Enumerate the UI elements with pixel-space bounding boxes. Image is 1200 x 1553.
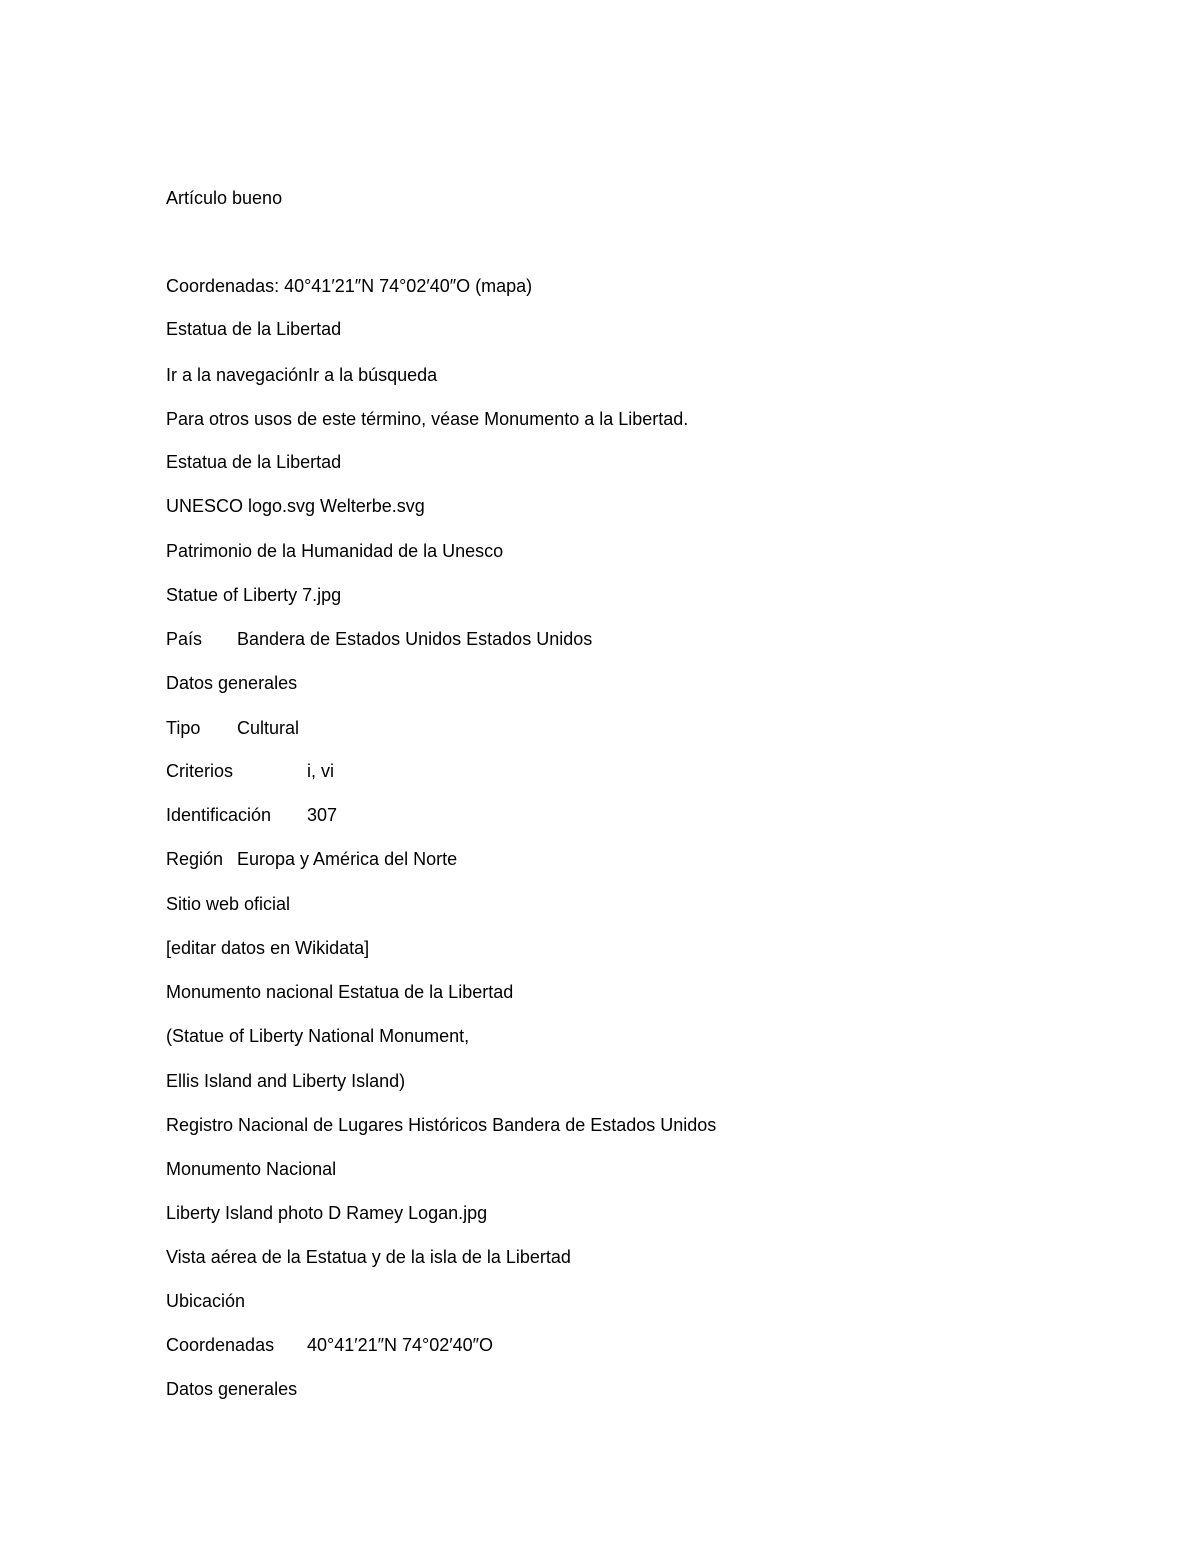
infobox-title: Estatua de la Libertad	[166, 452, 342, 472]
criteria-label: Criterios	[166, 761, 234, 781]
logo-files: UNESCO logo.svg Welterbe.svg	[166, 496, 425, 516]
region-row	[166, 847, 457, 871]
country-label: País	[166, 629, 203, 649]
aerial-caption: Vista aérea de la Estatua y de la isla de la Libertad	[166, 1247, 571, 1267]
historic-register: Registro Nacional de Lugares Históricos Bandera de Estados Unidos	[166, 1115, 717, 1135]
disambiguation-note: Para otros usos de este término, véase Monumento a la Libertad.	[166, 409, 689, 429]
good-article-badge: Artículo bueno	[166, 188, 283, 208]
type-label: Tipo	[166, 718, 201, 738]
official-website-link[interactable]: Sitio web oficial	[166, 894, 291, 914]
national-monument: Monumento Nacional	[166, 1159, 337, 1179]
criteria-value: i, vi	[307, 761, 334, 781]
type-value: Cultural	[237, 718, 300, 738]
identification-row	[166, 803, 337, 827]
heritage-label: Patrimonio de la Humanidad de la Unesco	[166, 541, 504, 561]
page-title: Estatua de la Libertad	[166, 319, 342, 339]
type-row	[166, 716, 299, 740]
identification-label: Identificación	[166, 805, 272, 825]
coordinates-line: Coordenadas: 40°41′21″N 74°02′40″O (mapa)	[166, 276, 533, 296]
aerial-image-file: Liberty Island photo D Ramey Logan.jpg	[166, 1203, 488, 1223]
coordinates-row	[166, 1333, 493, 1357]
country-value: Bandera de Estados Unidos Estados Unidos	[237, 629, 593, 649]
general-data-heading-2: Datos generales	[166, 1379, 298, 1399]
coordinates-label: Coordenadas	[166, 1335, 275, 1355]
identification-value: 307	[307, 805, 338, 825]
image-file-name: Statue of Liberty 7.jpg	[166, 585, 342, 605]
monument-english-name-1: (Statue of Liberty National Monument,	[166, 1026, 470, 1046]
country-row	[166, 627, 592, 651]
monument-english-name-2: Ellis Island and Liberty Island)	[166, 1071, 406, 1091]
region-value: Europa y América del Norte	[237, 849, 458, 869]
monument-name: Monumento nacional Estatua de la Libertad	[166, 982, 514, 1002]
criteria-row	[166, 759, 334, 783]
general-data-heading: Datos generales	[166, 673, 298, 693]
region-label: Región	[166, 849, 224, 869]
skip-links[interactable]: Ir a la navegaciónIr a la búsqueda	[166, 365, 438, 385]
coordinates-value: 40°41′21″N 74°02′40″O	[307, 1335, 494, 1355]
edit-wikidata-link[interactable]: [editar datos en Wikidata]	[166, 938, 370, 958]
location-heading: Ubicación	[166, 1291, 246, 1311]
